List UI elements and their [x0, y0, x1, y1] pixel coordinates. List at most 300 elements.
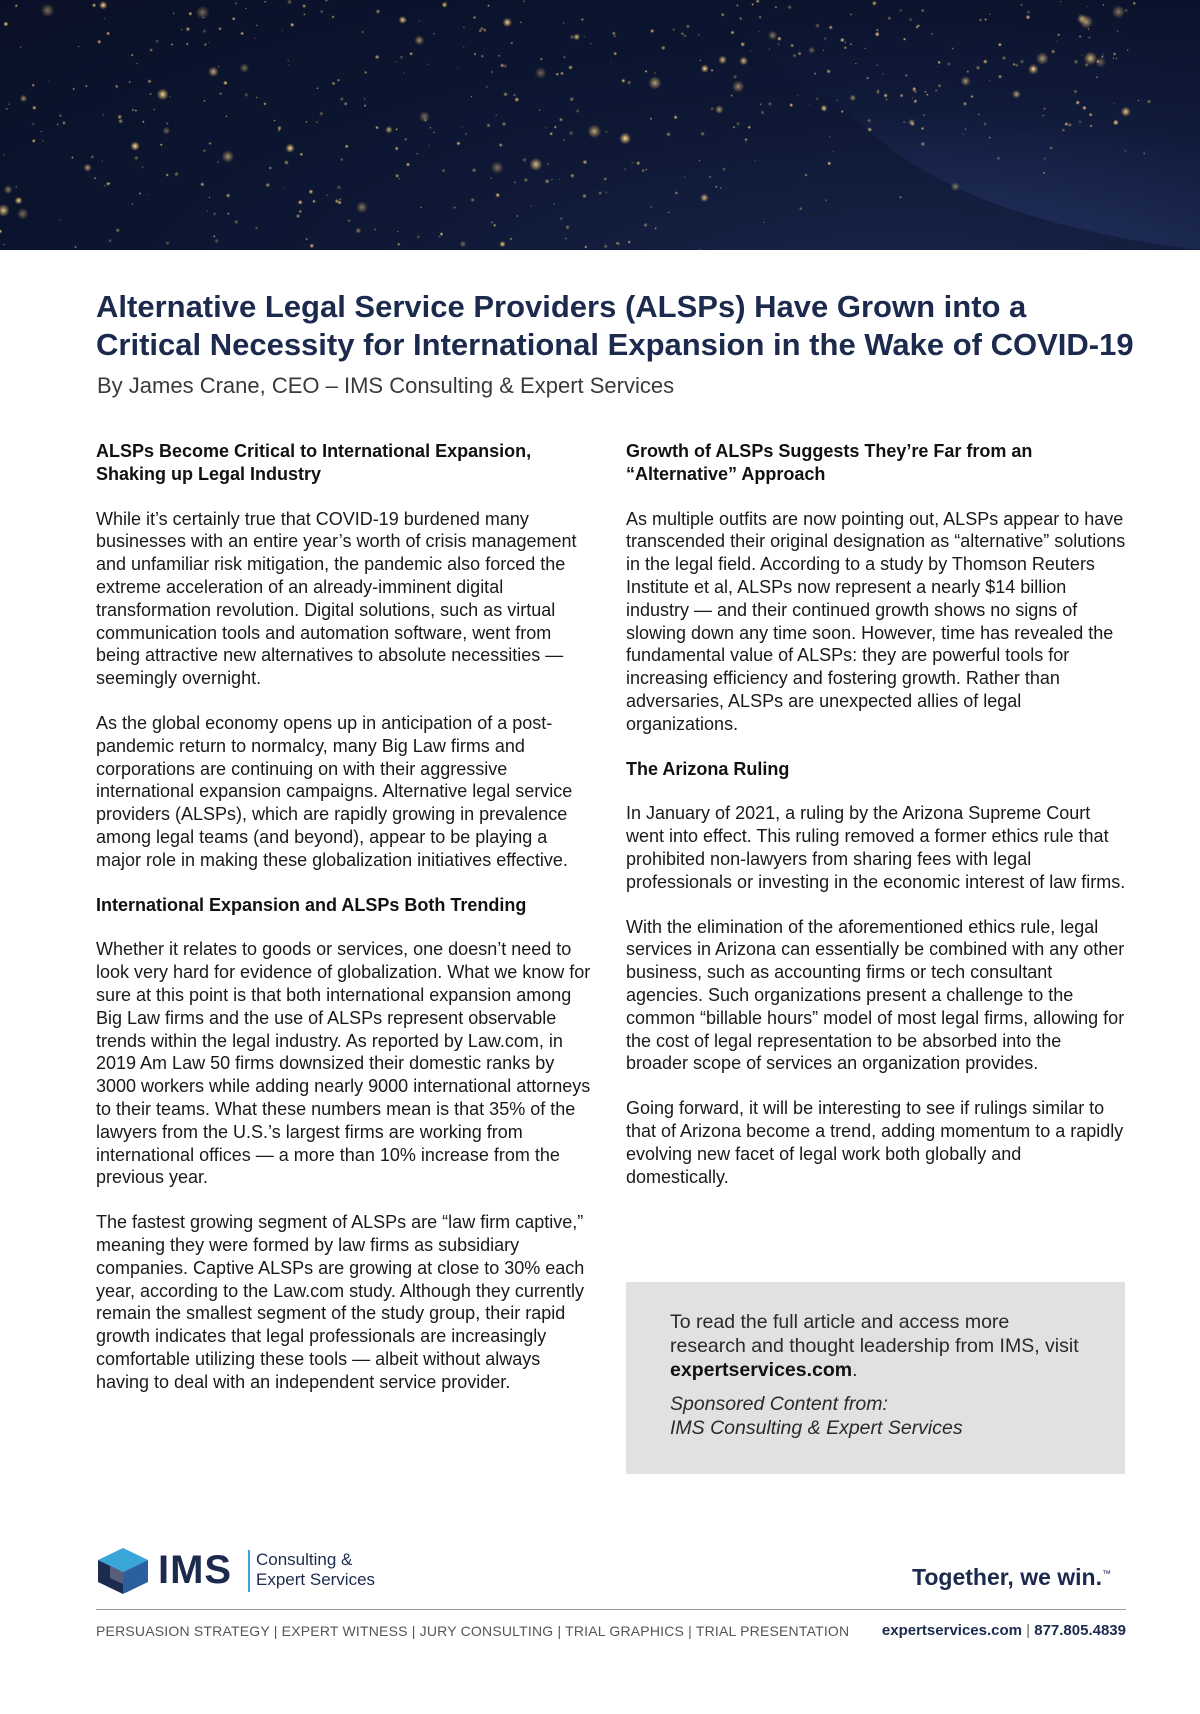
city-light — [866, 77, 869, 80]
city-light — [855, 63, 857, 65]
city-light — [915, 25, 919, 29]
city-light — [180, 28, 183, 31]
section-heading: The Arizona Ruling — [626, 758, 790, 779]
city-light — [41, 3, 55, 17]
city-light — [877, 89, 879, 91]
contact-separator: | — [1022, 1622, 1035, 1639]
city-light — [1113, 57, 1115, 59]
sponsor-line-1: Sponsored Content from: — [670, 1393, 888, 1415]
city-light — [485, 85, 488, 88]
city-light — [720, 187, 722, 189]
callout-period: . — [852, 1359, 858, 1381]
city-light — [244, 93, 249, 98]
city-light — [1012, 63, 1015, 66]
city-light — [208, 42, 210, 44]
city-light — [337, 185, 342, 190]
city-light — [1012, 90, 1021, 99]
city-light — [128, 81, 131, 84]
city-light — [1112, 5, 1126, 19]
city-light — [240, 63, 250, 73]
city-light — [256, 97, 258, 99]
city-light — [169, 96, 171, 98]
city-light — [441, 2, 447, 8]
city-light — [535, 67, 547, 79]
city-light — [768, 31, 778, 41]
city-light — [628, 240, 631, 243]
city-light — [1113, 102, 1115, 104]
city-light — [661, 45, 666, 50]
city-light — [174, 172, 179, 177]
city-light — [616, 241, 620, 245]
city-light — [256, 24, 258, 26]
city-light — [331, 81, 335, 85]
city-light — [202, 17, 204, 19]
city-light — [503, 18, 513, 28]
footer-phone[interactable]: 877.805.4839 — [1034, 1622, 1126, 1639]
city-light — [654, 72, 656, 74]
city-light — [768, 102, 773, 107]
city-light — [587, 124, 601, 138]
city-light — [1086, 6, 1088, 8]
city-light — [1113, 52, 1117, 56]
city-light — [345, 144, 349, 148]
city-light — [102, 114, 104, 116]
city-light — [913, 99, 917, 103]
city-light — [1073, 89, 1077, 93]
city-light — [761, 110, 765, 114]
city-light — [433, 131, 435, 133]
city-light — [828, 25, 833, 30]
city-light — [709, 175, 712, 178]
city-light — [905, 74, 908, 77]
footer-divider — [96, 1609, 1126, 1610]
city-light — [1147, 99, 1152, 104]
city-light — [470, 198, 475, 203]
tagline-text: Together, we win. — [912, 1564, 1102, 1590]
city-light — [130, 141, 140, 151]
city-light — [747, 126, 751, 130]
city-light — [824, 109, 827, 112]
city-light — [480, 54, 484, 58]
city-light — [966, 70, 969, 73]
city-light — [899, 93, 903, 97]
city-light — [823, 37, 827, 41]
services-list: PERSUASION STRATEGY | EXPERT WITNESS | JURY CONSULTING | TRIAL GRAPHICS | TRIAL PRESENTATION — [96, 1623, 850, 1639]
city-light — [395, 128, 398, 131]
city-light — [186, 42, 189, 45]
city-light — [590, 42, 592, 44]
city-light — [3, 243, 5, 245]
city-light — [559, 118, 563, 122]
paragraph: Going forward, it will be interesting to see if rulings similar to that of Arizona become a trend, adding momentum to a rapidly evolving new facet of legal work both globally and domestically. — [626, 1098, 1124, 1187]
city-light — [887, 16, 891, 20]
city-light — [142, 120, 145, 123]
city-light — [428, 144, 430, 146]
city-light — [886, 99, 888, 101]
city-light — [287, 60, 289, 62]
city-light — [710, 107, 714, 111]
city-light — [699, 59, 701, 61]
city-light — [612, 31, 616, 35]
city-light — [433, 32, 436, 35]
city-light — [56, 123, 59, 126]
city-light — [827, 161, 831, 165]
city-light — [722, 167, 726, 171]
city-light — [347, 219, 351, 223]
city-light — [935, 89, 938, 92]
city-light — [570, 35, 575, 40]
city-light — [947, 62, 951, 66]
city-light — [556, 72, 560, 76]
city-light — [131, 54, 134, 57]
city-light — [397, 242, 401, 246]
city-light — [1036, 52, 1049, 65]
city-light — [610, 61, 612, 63]
city-light — [202, 29, 206, 33]
city-light — [4, 185, 13, 194]
city-light — [733, 74, 738, 79]
city-light — [20, 95, 28, 103]
city-light — [681, 32, 685, 36]
city-light — [1051, 49, 1056, 54]
city-light — [961, 76, 971, 86]
city-light — [569, 97, 574, 102]
city-light — [264, 1, 266, 3]
city-light — [1096, 76, 1098, 78]
city-light — [308, 189, 313, 194]
city-light — [495, 193, 500, 198]
city-light — [1081, 54, 1083, 56]
city-light — [962, 133, 964, 135]
city-light — [815, 23, 820, 28]
city-light — [265, 183, 270, 188]
sponsor-note — [670, 1392, 1085, 1440]
city-light — [1042, 171, 1045, 174]
city-light — [721, 13, 725, 17]
city-light — [316, 121, 318, 123]
city-light — [938, 84, 942, 88]
city-light — [686, 24, 691, 29]
city-light — [97, 40, 102, 45]
city-light — [736, 122, 740, 126]
city-light — [72, 88, 75, 91]
city-light — [208, 66, 219, 77]
city-light — [188, 12, 192, 16]
city-light — [530, 205, 532, 207]
city-light — [1042, 114, 1044, 116]
city-light — [1079, 15, 1093, 29]
city-light — [465, 133, 467, 135]
city-light — [799, 207, 803, 211]
city-light — [1127, 49, 1129, 51]
paragraph: The fastest growing segment of ALSPs are “law firm captive,” meaning they were formed by law firms as subsidiary companies. Captive ALSPs are growing at close to 30% each year, according to the Law.com study. Although they currently remain the smallest segment of the study group, their rapid growth indicates that legal professionals are increasingly comfortable utilizing these tools — albeit without always having to deal with an independent service provider. — [96, 1212, 585, 1392]
city-light — [758, 15, 761, 18]
city-light — [3, 154, 5, 156]
city-light — [516, 215, 518, 217]
footer-website-link[interactable]: expertservices.com — [881, 1622, 1022, 1639]
city-light — [162, 127, 170, 135]
city-light — [715, 186, 717, 188]
city-light — [1116, 58, 1118, 60]
city-light — [777, 43, 780, 46]
city-light — [553, 203, 555, 205]
city-light — [912, 97, 914, 99]
footer-contact — [870, 1622, 1126, 1639]
city-light — [1113, 119, 1119, 125]
city-light — [203, 149, 206, 152]
city-light — [208, 142, 212, 146]
city-light — [569, 131, 574, 136]
city-light — [40, 131, 42, 133]
city-light — [374, 228, 377, 231]
city-light — [921, 9, 924, 12]
city-light — [697, 34, 700, 37]
city-light — [1101, 55, 1104, 58]
city-light — [240, 32, 244, 36]
city-light — [165, 241, 170, 246]
city-light — [1078, 120, 1082, 124]
city-light — [996, 156, 1000, 160]
city-light — [583, 36, 585, 38]
city-light — [85, 85, 88, 88]
city-light — [745, 141, 747, 143]
city-light — [636, 161, 640, 165]
city-light — [744, 138, 748, 142]
city-light — [951, 182, 960, 191]
city-light — [789, 103, 793, 107]
city-light — [983, 122, 987, 126]
city-light — [604, 177, 608, 181]
city-light — [316, 87, 318, 89]
callout-message: To read the full article and access more research and thought leadership from IMS, visit — [670, 1311, 1079, 1357]
city-light — [62, 121, 66, 125]
city-light — [989, 136, 991, 138]
city-light — [921, 127, 924, 130]
section-heading: International Expansion and ALSPs Both Trending — [96, 894, 527, 915]
city-light — [453, 206, 456, 209]
city-light — [513, 93, 516, 96]
city-light — [1079, 35, 1082, 38]
city-light — [136, 62, 138, 64]
city-light — [309, 243, 314, 248]
paragraph: With the elimination of the aforementioned ethics rule, legal services in Arizona can essentially be combined with any other business, such as accounting firms or tech consultant agencies. Such organizations present a challenge to the common “billable hours” model of most legal firms, allowing for the cost of legal representation to be absorbed into the broader scope of services an organization provides. — [626, 916, 1125, 1074]
city-light — [510, 42, 513, 45]
city-light — [539, 109, 541, 111]
city-light — [867, 127, 872, 132]
city-light — [298, 210, 302, 214]
city-light — [471, 96, 473, 98]
city-light — [584, 245, 587, 248]
city-light — [913, 87, 916, 90]
city-light — [418, 20, 420, 22]
city-light — [134, 156, 139, 161]
city-light — [472, 168, 477, 173]
city-light — [1089, 113, 1093, 117]
city-light — [642, 169, 645, 172]
ims-cube-icon — [96, 1546, 150, 1596]
city-light — [740, 42, 745, 47]
city-light — [769, 48, 771, 50]
city-light — [94, 177, 97, 180]
city-light — [305, 238, 308, 241]
city-light — [344, 102, 348, 106]
city-light — [305, 121, 307, 123]
city-light — [166, 122, 169, 125]
city-light — [926, 93, 929, 96]
city-light — [320, 10, 323, 13]
city-light — [1049, 146, 1053, 150]
city-light — [486, 123, 491, 128]
city-light — [979, 18, 982, 21]
city-light — [650, 206, 652, 208]
city-light — [214, 239, 219, 244]
city-light — [730, 30, 734, 34]
city-light — [490, 177, 492, 179]
city-light — [624, 168, 626, 170]
city-light — [598, 191, 602, 195]
city-light — [650, 117, 653, 120]
city-light — [218, 66, 220, 68]
city-light — [331, 15, 335, 19]
city-light — [200, 182, 205, 187]
city-light — [403, 72, 405, 74]
city-light — [406, 162, 410, 166]
city-light — [139, 192, 142, 195]
city-light — [416, 235, 420, 239]
city-light — [148, 194, 150, 196]
city-light — [92, 3, 97, 8]
city-light — [375, 55, 380, 60]
city-light — [522, 157, 527, 162]
city-light — [364, 71, 368, 75]
city-light — [474, 53, 477, 56]
city-light — [937, 66, 939, 68]
city-light — [226, 193, 231, 198]
city-light — [882, 73, 884, 75]
city-light — [739, 56, 748, 65]
city-light — [732, 81, 744, 93]
city-light — [674, 191, 678, 195]
city-light — [273, 119, 275, 121]
city-light — [850, 13, 852, 15]
city-light — [668, 212, 670, 214]
city-light — [32, 106, 37, 111]
city-light — [684, 176, 686, 178]
city-light — [141, 166, 144, 169]
city-light — [395, 61, 397, 63]
article-title: Alternative Legal Service Providers (ALSPs) Have Grown into a Critical Necessity for International Expansion in the Wake of COVID-19 — [96, 289, 1134, 362]
city-light — [355, 228, 361, 234]
city-light — [1103, 53, 1105, 55]
city-light — [503, 92, 508, 97]
city-light — [883, 93, 888, 98]
city-light — [155, 39, 159, 43]
city-light — [559, 217, 563, 221]
city-light — [303, 13, 306, 16]
city-light — [699, 160, 701, 162]
city-light — [733, 126, 736, 129]
city-light — [3, 21, 8, 26]
city-light — [549, 132, 553, 136]
logo-subtitle — [256, 1550, 375, 1590]
city-light — [514, 181, 517, 184]
city-light — [218, 27, 222, 31]
city-light — [217, 161, 219, 163]
city-light — [19, 46, 21, 48]
city-light — [814, 72, 817, 75]
city-light — [523, 178, 528, 183]
website-link[interactable]: expertservices.com — [670, 1359, 853, 1381]
city-light — [715, 105, 724, 114]
city-light — [300, 152, 304, 156]
city-light — [385, 126, 393, 134]
city-light — [826, 69, 831, 74]
city-light — [829, 136, 831, 138]
city-light — [545, 127, 547, 129]
city-light — [269, 166, 273, 170]
city-light — [225, 115, 227, 117]
city-light — [701, 65, 709, 73]
city-light — [340, 97, 344, 101]
hero-night-map-image — [0, 0, 1200, 250]
city-light — [718, 55, 727, 64]
left-column — [96, 440, 596, 1415]
city-light — [645, 70, 648, 73]
city-light — [576, 109, 580, 113]
article-byline: By James Crane, CEO – IMS Consulting & Expert Services — [97, 373, 675, 398]
section-heading: ALSPs Become Critical to International Expansion, Shaking up Legal Industry — [96, 441, 532, 484]
city-light — [739, 17, 742, 20]
city-light — [395, 146, 399, 150]
city-light — [666, 132, 671, 137]
city-light — [951, 47, 954, 50]
city-light — [605, 130, 608, 133]
paragraph: As multiple outfits are now pointing out, ALSPs appear to have transcended their original designation as “alternative” solutions in the legal field. According to a study by Thomson Reuters Institute et al, ALSPs now represent a nearly $14 billion industry — and their continued growth shows no signs of slowing down any time soon. However, time has revealed the fundamental value of ALSPs: they are powerful tools for increasing efficiency and fostering growth. Rather than adversaries, ALSPs are unexpected allies of legal organizations. — [626, 508, 1126, 734]
city-light — [1088, 36, 1091, 39]
city-light — [833, 151, 835, 153]
city-light — [32, 139, 36, 143]
city-light — [923, 114, 925, 116]
city-light — [186, 27, 191, 32]
city-light — [903, 121, 905, 123]
city-light — [493, 224, 496, 227]
city-light — [792, 54, 796, 58]
city-light — [563, 22, 565, 24]
city-light — [825, 199, 828, 202]
city-light — [491, 161, 504, 174]
city-light — [1002, 56, 1006, 60]
city-light — [115, 228, 120, 233]
city-light — [203, 100, 206, 103]
city-light — [427, 63, 429, 65]
city-light — [1043, 157, 1046, 160]
city-light — [245, 7, 247, 9]
city-light — [787, 5, 792, 10]
city-light — [487, 4, 490, 7]
city-light — [559, 178, 561, 180]
city-light — [758, 31, 760, 33]
city-light — [627, 80, 631, 84]
city-light — [234, 220, 239, 225]
city-light — [15, 186, 17, 188]
city-light — [621, 79, 626, 84]
city-light — [654, 227, 657, 230]
city-light — [1124, 149, 1127, 152]
city-light — [302, 4, 306, 8]
city-light — [822, 50, 824, 52]
city-light — [404, 19, 406, 21]
city-light — [984, 18, 987, 21]
